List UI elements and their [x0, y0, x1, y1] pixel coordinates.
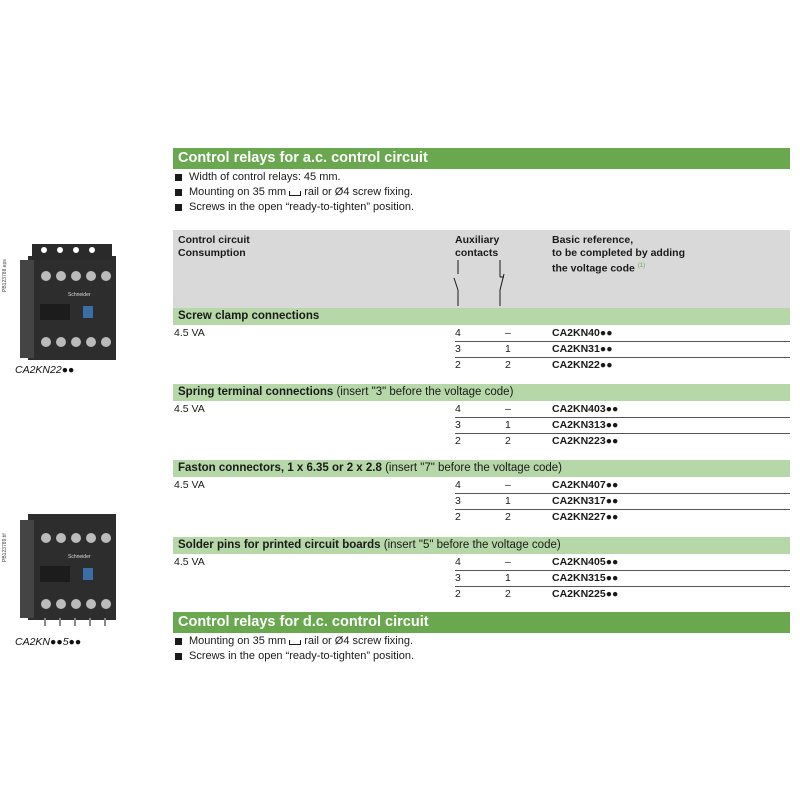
- bullet-item: Mounting on 35 mm rail or Ø4 screw fixing.: [173, 634, 414, 649]
- table-row: 3 1 CA2KN315●●: [455, 570, 790, 586]
- group-solder-pins-header: Solder pins for printed circuit boards (insert "5" before the voltage code): [173, 537, 790, 554]
- bullet-item: Screws in the open “ready-to-tighten” position.: [173, 200, 414, 215]
- relay-product-image-pcb: [18, 508, 123, 628]
- footnote-marker: (1): [637, 263, 646, 269]
- table-row: 3 1 CA2KN313●●: [455, 417, 790, 433]
- table-row: 4 – CA2KN40●●: [455, 327, 613, 339]
- din-rail-icon: [289, 640, 301, 645]
- table-row: 4 – CA2KN405●●: [455, 556, 619, 568]
- bullet-square-icon: [175, 189, 182, 196]
- no-nc-contact-symbol-icon: [453, 260, 513, 308]
- consumption-value: 4.5 VA: [174, 556, 205, 568]
- bullet-square-icon: [175, 204, 182, 211]
- svg-text:Schneider: Schneider: [68, 554, 91, 560]
- dc-bullets: [173, 634, 414, 664]
- table-row: 2 2 CA2KN22●●: [455, 357, 790, 373]
- table-row: 3 1 CA2KN317●●: [455, 493, 790, 509]
- header-consumption: Control circuit Consumption: [178, 234, 250, 259]
- product-caption-2: CA2KN●●5●●: [15, 636, 82, 648]
- ac-bullets: [173, 170, 414, 215]
- product-caption-1: CA2KN22●●: [15, 364, 75, 376]
- consumption-value: 4.5 VA: [174, 327, 205, 339]
- table-row: 2 2 CA2KN223●●: [455, 433, 790, 449]
- bullet-square-icon: [175, 174, 182, 181]
- bullet-item: Width of control relays: 45 mm.: [173, 170, 414, 185]
- group-spring-terminal-header: Spring terminal connections (insert "3" before the voltage code): [173, 384, 790, 401]
- table-row: 4 – CA2KN407●●: [455, 479, 619, 491]
- table-row: 4 – CA2KN403●●: [455, 403, 619, 415]
- group-screw-clamp-header: Screw clamp connections: [173, 308, 790, 325]
- bullet-square-icon: [175, 638, 182, 645]
- consumption-value: 4.5 VA: [174, 403, 205, 415]
- photo-code-2: PB123789.tif: [2, 533, 8, 562]
- din-rail-icon: [289, 191, 301, 196]
- table-row: 2 2 CA2KN227●●: [455, 509, 790, 525]
- table-header: [173, 230, 790, 308]
- table-row: 2 2 CA2KN225●●: [455, 586, 790, 602]
- bullet-item: Mounting on 35 mm rail or Ø4 screw fixing.: [173, 185, 414, 200]
- svg-text:Schneider: Schneider: [68, 292, 91, 298]
- header-aux-contacts: Auxiliary contacts: [455, 234, 500, 259]
- bullet-square-icon: [175, 653, 182, 660]
- ac-section-title: Control relays for a.c. control circuit: [173, 148, 790, 169]
- dc-section-title: Control relays for d.c. control circuit: [173, 612, 790, 633]
- relay-product-image-screw: [18, 238, 123, 363]
- table-row: 3 1 CA2KN31●●: [455, 341, 790, 357]
- bullet-item: Screws in the open “ready-to-tighten” position.: [173, 649, 414, 664]
- header-basic-reference: Basic reference, to be completed by adding the voltage code $^{(1)}$: [552, 234, 686, 275]
- group-faston-header: Faston connectors, 1 x 6.35 or 2 x 2.8 (insert "7" before the voltage code): [173, 460, 790, 477]
- photo-code-1: PB123788.eps: [2, 259, 8, 292]
- consumption-value: 4.5 VA: [174, 479, 205, 491]
